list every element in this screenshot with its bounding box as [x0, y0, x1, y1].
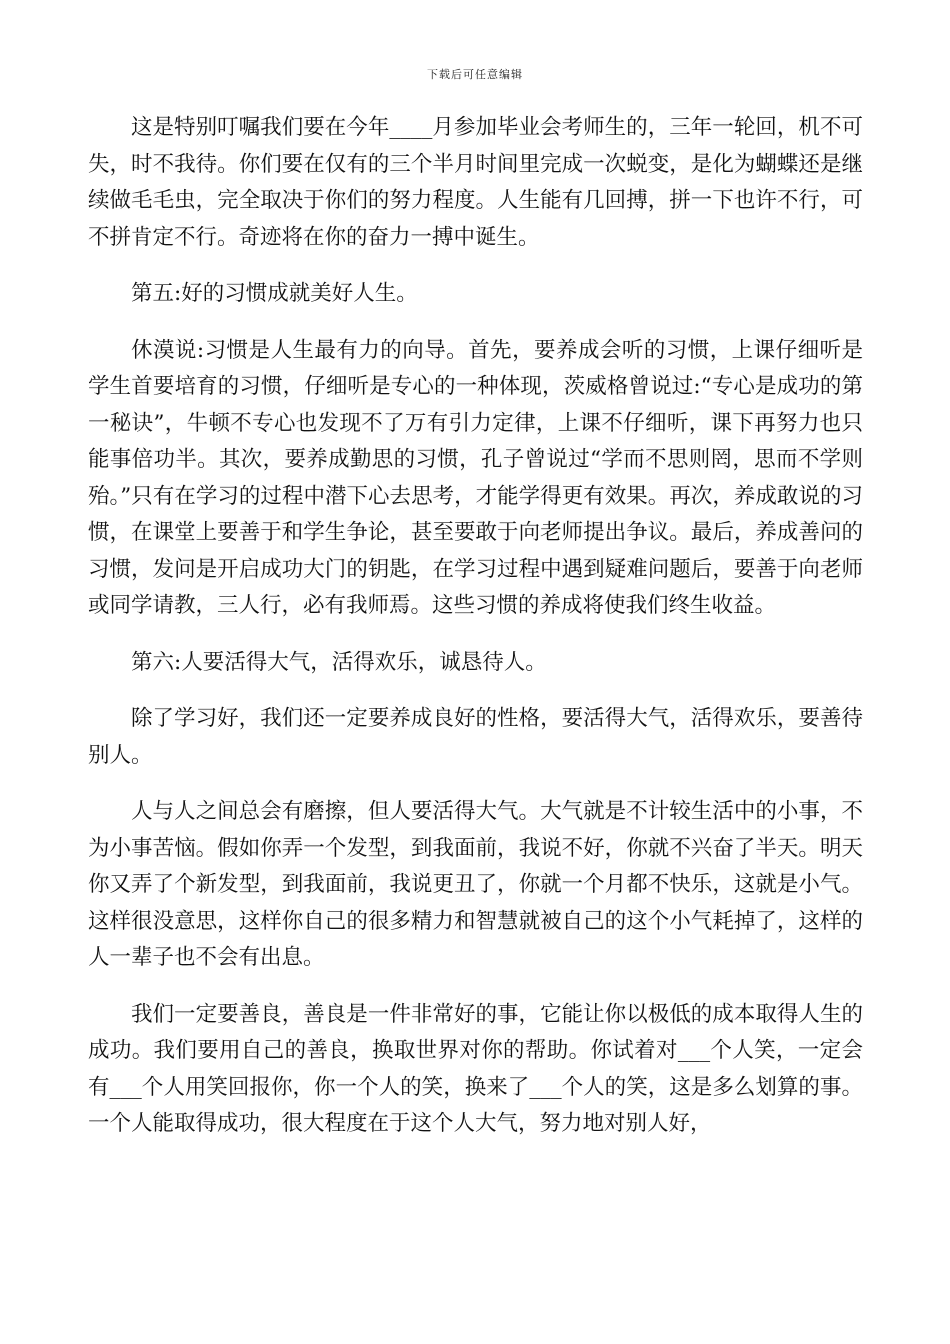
document-body [88, 110, 863, 1163]
paragraph-exam-reminder: 这是特别叮嘱我们要在今年____月参加毕业会考师生的，三年一轮回，机不可失，时不我待。你们要在仅有的三个半月时间里完成一次蜕变，是化为蝴蝶还是继续做毛毛虫，完全取决于你们的努力程度。人生能有几回搏，拼一下也许不行，可不拼肯定不行。奇迹将在你的奋力一搏中诞生。 [88, 115, 863, 250]
paragraph-be-kind: 我们一定要善良，善良是一件非常好的事，它能让你以极低的成本取得人生的成功。我们要用自己的善良，换取世界对你的帮助。你试着对___个人笑，一定会有___个人用笑回报你，你一个人的笑，换来了___个人的笑，这是多么划算的事。一个人能取得成功，很大程度在于这个人大气，努力地对别人好， [88, 1001, 863, 1136]
heading-generosity: 第六:人要活得大气，活得欢乐，诚恳待人。 [131, 649, 547, 675]
paragraph-habits: 休漠说:习惯是人生最有力的向导。首先，要养成会听的习惯，上课仔细听是学生首要培育的习惯，仔细听是专心的一种体现，茨威格曾说过:“专心是成功的第一秘诀”，牛顿不专心也发现不了万有引力定律，上课不仔细听，课下再努力也只能事倍功半。其次，要养成勤思的习惯，孔子曾说过“学而不思则罔，思而不学则殆。”只有在学习的过程中潜下心去思考，才能学得更有效果。再次，养成敢说的习惯，在课堂上要善于和学生争论，甚至要敢于向老师提出争议。最后，养成善问的习惯，发问是开启成功大门的钥匙，在学习过程中遇到疑难问题后，要善于向老师或同学请教，三人行，必有我师焉。这些习惯的养成将使我们终生收益。 [88, 337, 863, 618]
paragraph-good-character: 除了学习好，我们还一定要养成良好的性格，要活得大气，活得欢乐，要善待别人。 [88, 706, 863, 768]
paragraph-be-generous: 人与人之间总会有磨擦，但人要活得大气。大气就是不计较生活中的小事，不为小事苦恼。假如你弄一个发型，到我面前，我说不好，你就不兴奋了半天。明天你又弄了个新发型，到我面前，我说更丑了，你就一个月都不快乐，这就是小气。这样很没意思，这样你自己的很多精力和智慧就被自己的这个小气耗掉了，这样的人一辈子也不会有出息。 [88, 799, 863, 970]
page-header: 下载后可任意编辑 [427, 68, 523, 81]
heading-habits: 第五:好的习惯成就美好人生。 [131, 281, 418, 306]
